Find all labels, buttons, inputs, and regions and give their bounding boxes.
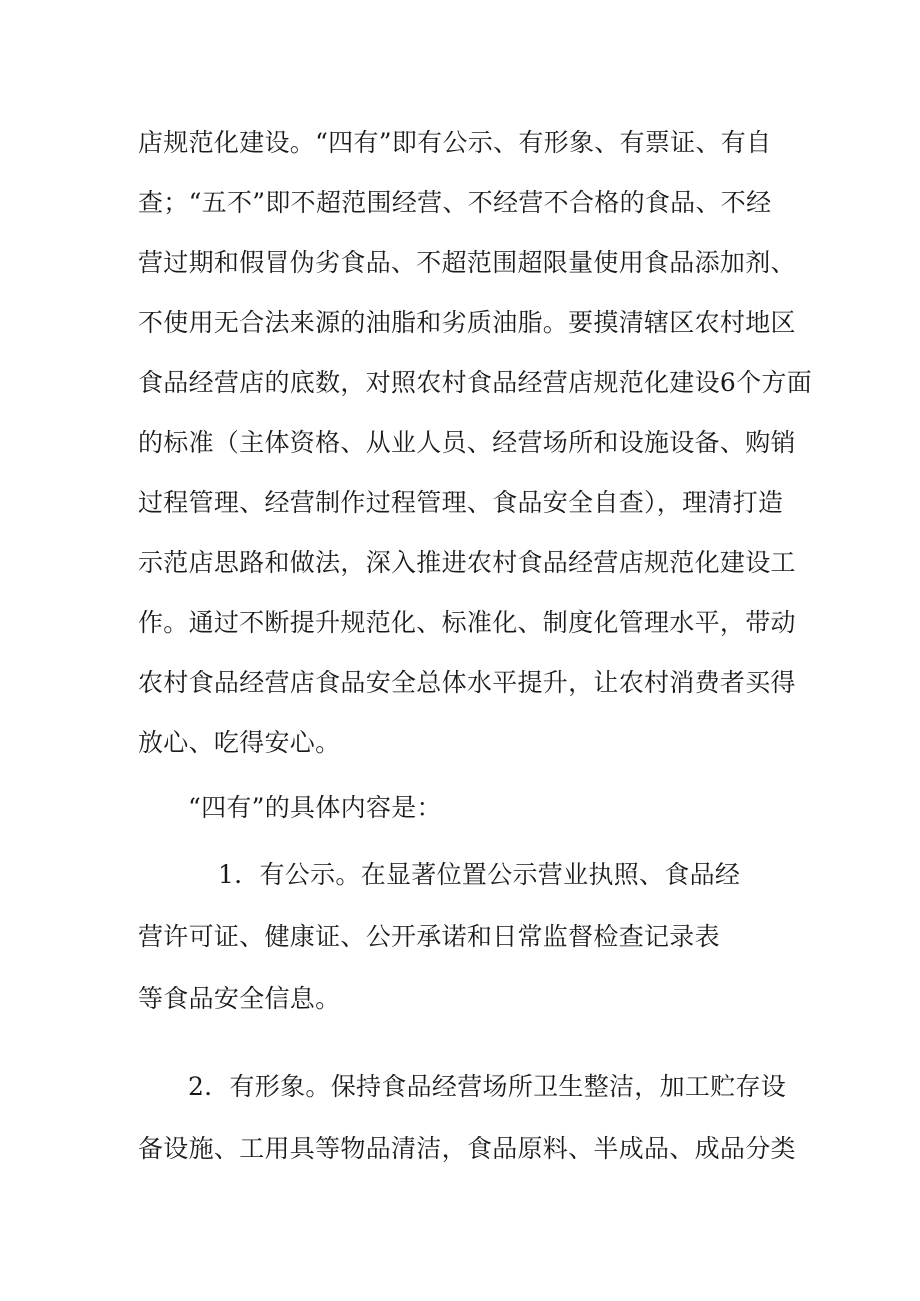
text-line: 店规范化建设。“四有”即有公示、有形象、有票证、有自 (138, 128, 772, 157)
text-line: 查；“五不”即不超范围经营、不经营不合格的食品、不经 (138, 188, 772, 217)
text-line: 农村食品经营店食品安全总体水平提升，让农村消费者买得 (138, 668, 796, 697)
text-line: 作。通过不断提升规范化、标准化、制度化管理水平，带动 (138, 608, 796, 637)
text-line: 过程管理、经营制作过程管理、食品安全自查），理清打造 (138, 488, 784, 517)
list-item-2-line: 备设施、工用具等物品清洁，食品原料、半成品、成品分类 (138, 1134, 796, 1163)
text-line: 示范店思路和做法，深入推进农村食品经营店规范化建设工 (138, 548, 796, 577)
list-item-2-line: 2．有形象。保持食品经营场所卫生整洁，加工贮存设 (188, 1072, 787, 1101)
text-line: 放心、吃得安心。 (138, 728, 341, 757)
list-item-1-line: 等食品安全信息。 (138, 984, 341, 1013)
text-line: 食品经营店的底数，对照农村食品经营店规范化建设6个方面 (138, 368, 813, 397)
text-line: 的标准（主体资格、从业人员、经营场所和设施设备、购销 (138, 428, 796, 457)
list-item-1-line: 1．有公示。在显著位置公示营业执照、食品经 (218, 860, 741, 889)
text-line: 不使用无合法来源的油脂和劣质油脂。要摸清辖区农村地区 (138, 308, 796, 337)
text-line: 营过期和假冒伪劣食品、不超范围超限量使用食品添加剂、 (138, 248, 796, 277)
section-heading: “四有”的具体内容是： (188, 793, 442, 822)
list-item-1-line: 营许可证、健康证、公开承诺和日常监督检查记录表 (138, 922, 720, 951)
